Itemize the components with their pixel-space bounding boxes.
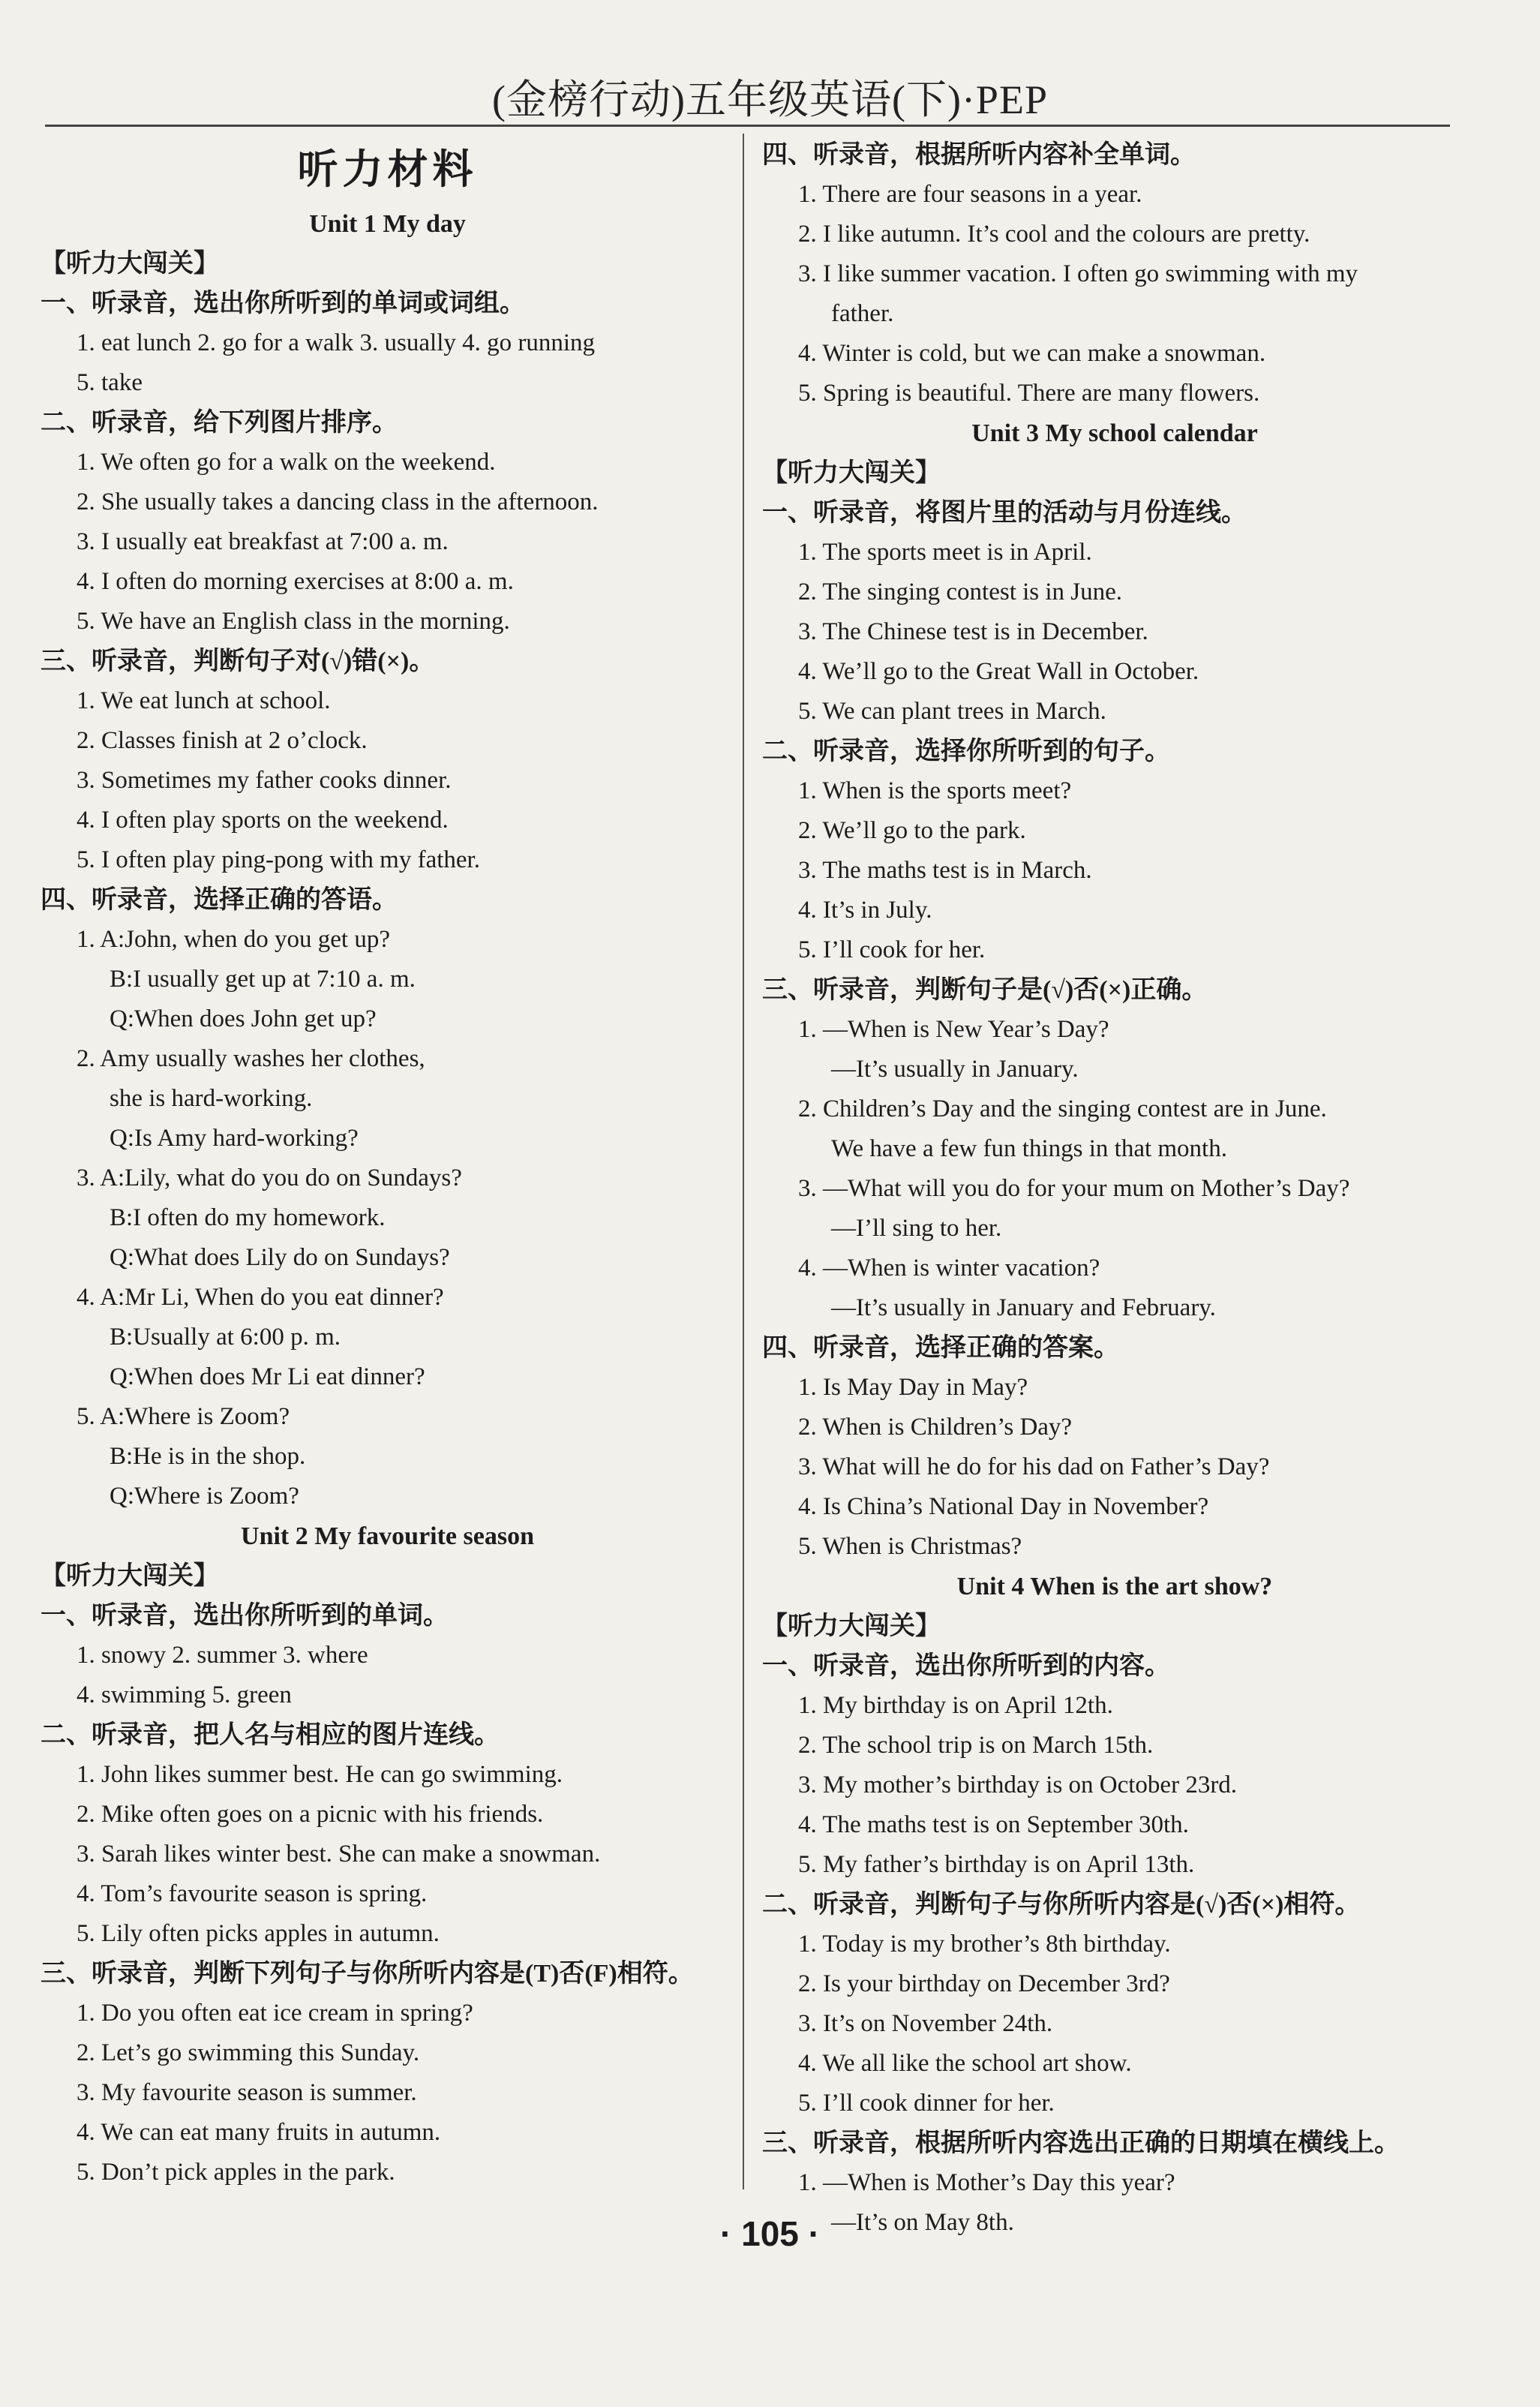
exercise-item: 1. We eat lunch at school. (77, 687, 331, 714)
header-rule (45, 125, 1450, 127)
exercise-heading: 一、听录音，选出你所听到的单词或词组。 (41, 290, 525, 317)
exercise-item: 2. Is your birthday on December 3rd? (798, 1970, 1170, 1997)
dialogue-line: she is hard-working. (110, 1085, 313, 1112)
exercise-item: 3. My mother’s birthday is on October 23rd. (798, 1771, 1238, 1798)
exercise-item: 4. —When is winter vacation? (798, 1255, 1100, 1282)
exercise-item: 2. Amy usually washes her clothes, (77, 1045, 425, 1072)
bracket-label: 【听力大闯关】 (762, 459, 941, 487)
exercise-item: 3. Sometimes my father cooks dinner. (77, 767, 452, 794)
exercise-item: 4. The maths test is on September 30th. (798, 1811, 1189, 1838)
exercise-heading: 二、听录音，判断句子与你所听内容是(√)否(×)相符。 (762, 1891, 1361, 1919)
exercise-item: 5. We have an English class in the morning. (77, 608, 510, 635)
exercise-item: 3. What will he do for his dad on Father’s Day? (798, 1453, 1270, 1480)
exercise-item: 3. I usually eat breakfast at 7:00 a. m. (77, 528, 449, 555)
exercise-item: 1. Is May Day in May? (798, 1374, 1028, 1401)
exercise-item: 5. I’ll cook dinner for her. (798, 2090, 1055, 2117)
exercise-item: 4. We can eat many fruits in autumn. (77, 2119, 441, 2146)
exercise-item: 4. I often do morning exercises at 8:00 a. m. (77, 568, 514, 595)
exercise-heading: 三、听录音，根据所听内容选出正确的日期填在横线上。 (762, 2129, 1400, 2157)
exercise-item: 1. Do you often eat ice cream in spring? (77, 2000, 473, 2027)
exercise-item: 4. I often play sports on the weekend. (77, 807, 449, 834)
exercise-item: 5. When is Christmas? (798, 1533, 1022, 1560)
dialogue-line: Q:Is Amy hard-working? (110, 1125, 359, 1152)
exercise-heading: 一、听录音，将图片里的活动与月份连线。 (762, 499, 1247, 527)
exercise-item: 1. Today is my brother’s 8th birthday. (798, 1931, 1171, 1958)
exercise-item: 1. —When is Mother’s Day this year? (798, 2169, 1175, 2196)
exercise-item: 5. We can plant trees in March. (798, 698, 1106, 725)
exercise-item: 4. Winter is cold, but we can make a snowman. (798, 340, 1266, 367)
running-header: (金榜行动)五年级英语(下)·PEP (492, 77, 1048, 122)
dialogue-line: B:I often do my homework. (110, 1204, 386, 1231)
column-divider (743, 134, 744, 2189)
unit-heading: Unit 1 My day (309, 210, 466, 238)
exercise-item: 5. Don’t pick apples in the park. (77, 2159, 395, 2186)
exercise-item: 3. My favourite season is summer. (77, 2079, 417, 2106)
exercise-item: 3. The maths test is in March. (798, 857, 1092, 884)
exercise-heading: 三、听录音，判断下列句子与你所听内容是(T)否(F)相符。 (41, 1960, 694, 1988)
dialogue-line: Q:When does John get up? (110, 1005, 377, 1032)
exercise-heading: 一、听录音，选出你所听到的内容。 (762, 1652, 1170, 1680)
exercise-item: 2. Children’s Day and the singing contest are in June. (798, 1095, 1327, 1122)
unit-heading: Unit 4 When is the art show? (956, 1573, 1273, 1600)
exercise-heading: 四、听录音，选择正确的答语。 (41, 886, 398, 914)
exercise-item-continuation: We have a few fun things in that month. (831, 1135, 1227, 1162)
right-column (762, 135, 1467, 2243)
exercise-item: 2. When is Children’s Day? (798, 1414, 1073, 1441)
exercise-item-continuation: —It’s usually in January. (831, 1056, 1079, 1083)
exercise-item: 1. —When is New Year’s Day? (798, 1016, 1109, 1043)
exercise-item: 4. A:Mr Li, When do you eat dinner? (77, 1284, 444, 1311)
exercise-item: 2. The school trip is on March 15th. (798, 1732, 1154, 1759)
exercise-heading: 二、听录音，把人名与相应的图片连线。 (41, 1721, 500, 1749)
exercise-heading: 二、听录音，选择你所听到的句子。 (762, 738, 1170, 765)
bracket-label: 【听力大闯关】 (41, 250, 219, 278)
exercise-item: 5. take (77, 369, 143, 396)
exercise-item: 2. I like autumn. It’s cool and the colours are pretty. (798, 221, 1310, 248)
exercise-heading: 二、听录音，给下列图片排序。 (41, 409, 398, 437)
exercise-item: 4. It’s in July. (798, 897, 932, 924)
exercise-heading: 三、听录音，判断句子是(√)否(×)正确。 (762, 976, 1208, 1004)
exercise-item: 3. Sarah likes winter best. She can make a snowman. (77, 1841, 601, 1868)
exercise-item: 5. Spring is beautiful. There are many flowers. (798, 380, 1260, 407)
left-column (41, 135, 734, 2192)
bracket-label: 【听力大闯关】 (41, 1562, 219, 1590)
exercise-heading: 一、听录音，选出你所听到的单词。 (41, 1602, 449, 1630)
exercise-item-continuation: —It’s on May 8th. (831, 2209, 1014, 2236)
exercise-item: 2. She usually takes a dancing class in the afternoon. (77, 488, 599, 515)
exercise-item: 2. The singing contest is in June. (798, 578, 1123, 606)
bracket-label: 【听力大闯关】 (762, 1612, 941, 1640)
exercise-item: 2. We’ll go to the park. (798, 817, 1026, 844)
exercise-item: 2. Let’s go swimming this Sunday. (77, 2039, 420, 2066)
exercise-item-continuation: —I’ll sing to her. (831, 1215, 1002, 1242)
unit-heading: Unit 3 My school calendar (971, 419, 1258, 447)
exercise-item: 4. We’ll go to the Great Wall in October. (798, 658, 1199, 685)
exercise-item-continuation: —It’s usually in January and February. (831, 1294, 1216, 1321)
dialogue-line: Q:Where is Zoom? (110, 1483, 299, 1510)
dialogue-line: B:I usually get up at 7:10 a. m. (110, 966, 416, 993)
exercise-item: 3. I like summer vacation. I often go swimming with my (798, 260, 1358, 287)
exercise-item: 5. I’ll cook for her. (798, 936, 986, 963)
exercise-item: 5. Lily often picks apples in autumn. (77, 1920, 440, 1947)
exercise-item: 5. A:Where is Zoom? (77, 1403, 290, 1430)
dialogue-line: Q:When does Mr Li eat dinner? (110, 1363, 425, 1390)
exercise-item: 2. Classes finish at 2 o’clock. (77, 727, 368, 754)
exercise-item: 3. A:Lily, what do you do on Sundays? (77, 1164, 462, 1191)
exercise-item-continuation: father. (831, 300, 894, 327)
exercise-item: 4. We all like the school art show. (798, 2050, 1132, 2077)
exercise-heading: 四、听录音，选择正确的答案。 (762, 1334, 1119, 1362)
exercise-item: 5. I often play ping-pong with my father. (77, 846, 480, 873)
section-title: 听力材料 (297, 147, 478, 192)
page-number: · 105 · (720, 2214, 820, 2253)
dialogue-line: B:He is in the shop. (110, 1443, 306, 1470)
exercise-item: 1. The sports meet is in April. (798, 539, 1092, 566)
exercise-item: 1. There are four seasons in a year. (798, 181, 1142, 208)
exercise-item: 1. When is the sports meet? (798, 777, 1072, 804)
exercise-item: 1. We often go for a walk on the weekend. (77, 449, 496, 476)
exercise-heading: 四、听录音，根据所听内容补全单词。 (762, 141, 1196, 169)
exercise-item: 4. Is China’s National Day in November? (798, 1493, 1209, 1520)
unit-heading: Unit 2 My favourite season (241, 1522, 534, 1550)
exercise-item: 3. —What will you do for your mum on Mother’s Day? (798, 1175, 1350, 1202)
exercise-item: 2. Mike often goes on a picnic with his friends. (77, 1801, 544, 1828)
exercise-item: 1. snowy 2. summer 3. where (77, 1642, 368, 1669)
exercise-item: 4. Tom’s favourite season is spring. (77, 1880, 428, 1907)
exercise-heading: 三、听录音，判断句子对(√)错(×)。 (41, 648, 435, 675)
exercise-item: 4. swimming 5. green (77, 1681, 292, 1708)
exercise-item: 5. My father’s birthday is on April 13th. (798, 1851, 1195, 1878)
exercise-item: 1. John likes summer best. He can go swimming. (77, 1761, 563, 1788)
exercise-item: 3. The Chinese test is in December. (798, 618, 1148, 645)
dialogue-line: Q:What does Lily do on Sundays? (110, 1244, 450, 1271)
dialogue-line: B:Usually at 6:00 p. m. (110, 1324, 341, 1351)
exercise-item: 1. eat lunch 2. go for a walk 3. usually 4. go running (77, 329, 596, 356)
exercise-item: 3. It’s on November 24th. (798, 2010, 1053, 2037)
exercise-item: 1. My birthday is on April 12th. (798, 1692, 1113, 1719)
exercise-item: 1. A:John, when do you get up? (77, 926, 390, 953)
